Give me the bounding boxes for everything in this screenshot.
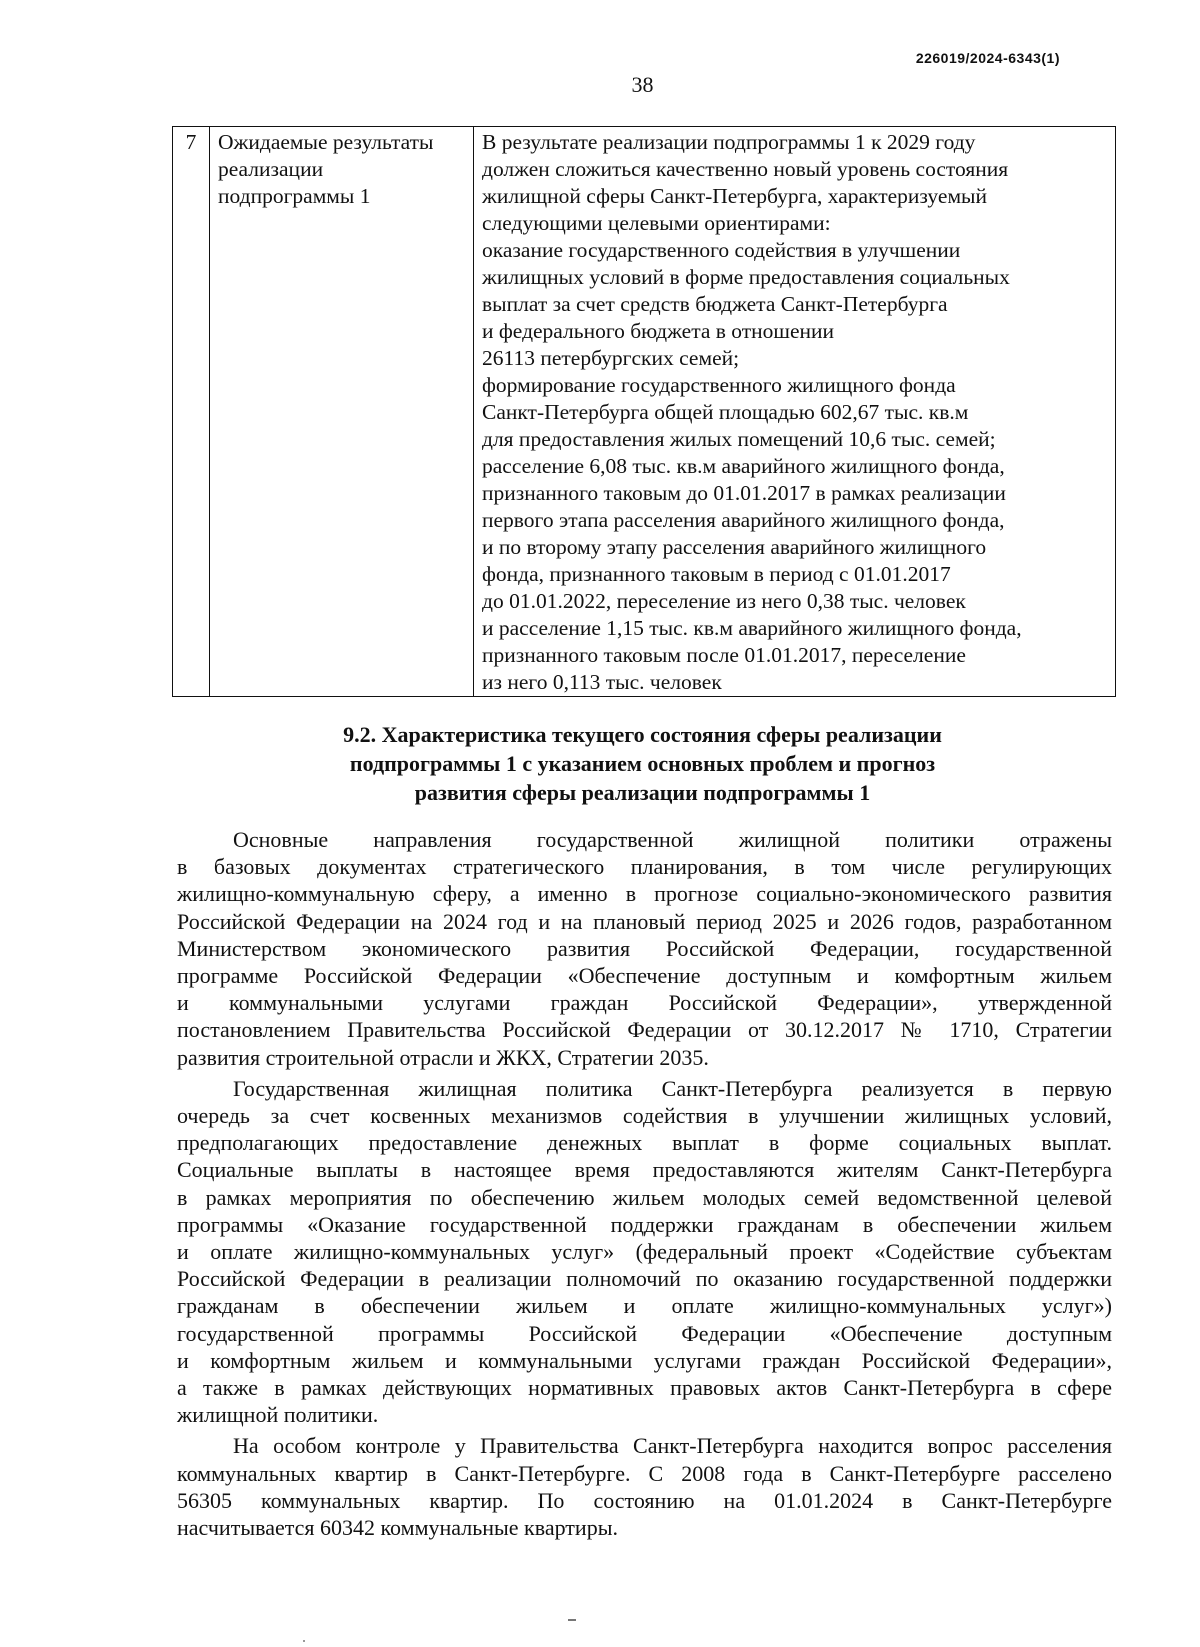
paragraph-line: гражданам в обеспечении жильем и оплате жилищно-коммунальных услуг»): [177, 1293, 1112, 1319]
row-label-line: реализации: [218, 157, 324, 181]
paragraph-line: государственной программы Российской Федерации «Обеспечение доступным: [177, 1320, 1112, 1346]
paragraph-line: и коммунальными услугами граждан Российской Федерации», утвержденной: [177, 990, 1112, 1016]
document-registration-number: 226019/2024-6343(1): [915, 50, 1060, 66]
row-content-line: расселение 6,08 тыс. кв.м аварийного жилищного фонда,: [482, 454, 1005, 478]
row-content-line: должен сложиться качественно новый уровень состояния: [482, 157, 1009, 181]
row-content-line: до 01.01.2022, переселение из него 0,38 тыс. человек: [482, 589, 966, 613]
paragraph-line: жилищной политики.: [177, 1402, 379, 1428]
row-content-line: В результате реализации подпрограммы 1 к 2029 году: [482, 130, 976, 154]
subprogram-passport-table: [172, 126, 1116, 697]
row-content-line: формирование государственного жилищного фонда: [482, 373, 956, 397]
section-body: [177, 826, 1112, 1545]
section-heading-line: развития сферы реализации подпрограммы 1: [414, 780, 871, 805]
paragraph-line: Российской Федерации в реализации полномочий по оказанию государственной поддержки: [177, 1266, 1112, 1292]
row-number-cell: 7: [173, 127, 210, 697]
row-content-line: признанного таковым до 01.01.2017 в рамках реализации: [482, 481, 1006, 505]
paragraph-line: Российской Федерации на 2024 год и на плановый период 2025 и 2026 годов, разработанном: [177, 908, 1112, 934]
paragraph-line: программы «Оказание государственной поддержки гражданам в обеспечении жильем: [177, 1211, 1112, 1237]
scan-artifact-mark: [568, 1619, 576, 1621]
paragraph-line: постановлением Правительства Российской Федерации от 30.12.2017 № 1710, Стратегии: [177, 1017, 1112, 1043]
paragraph-line: Государственная жилищная политика Санкт-Петербурга реализуется в первую: [233, 1075, 1112, 1101]
paragraph-line: и оплате жилищно-коммунальных услуг» (федеральный проект «Содействие субъектам: [177, 1239, 1112, 1265]
row-content-line: оказание государственного содействия в улучшении: [482, 238, 961, 262]
row-content-line: жилищных условий в форме предоставления социальных: [482, 265, 1010, 289]
row-content-line: Санкт-Петербурга общей площадью 602,67 тыс. кв.м: [482, 400, 969, 424]
row-content-line: первого этапа расселения аварийного жилищного фонда,: [482, 508, 1005, 532]
paragraph-line: коммунальных квартир в Санкт-Петербурге. С 2008 года в Санкт-Петербурге расселено: [177, 1460, 1112, 1486]
row-content-line: выплат за счет средств бюджета Санкт-Петербурга: [482, 292, 948, 316]
row-content-line: признанного таковым после 01.01.2017, переселение: [482, 643, 966, 667]
paragraph-line: предполагающих предоставление денежных выплат в форме социальных выплат.: [177, 1130, 1112, 1156]
paragraph-line: Министерством экономического развития Российской Федерации, государственной: [177, 935, 1112, 961]
paragraph-line: и комфортным жильем и коммунальными услугами граждан Российской Федерации»,: [177, 1347, 1112, 1373]
section-heading: [0, 720, 1200, 807]
row-content-line: и по второму этапу расселения аварийного жилищного: [482, 535, 987, 559]
row-label-line: Ожидаемые результаты: [218, 130, 434, 154]
row-content-cell: [474, 127, 1116, 697]
section-heading-line: 9.2. Характеристика текущего состояния сферы реализации: [343, 722, 942, 747]
row-content-line: 26113 петербургских семей;: [482, 346, 740, 370]
table-row: [173, 127, 1116, 697]
row-label-line: подпрограммы 1: [218, 184, 371, 208]
body-paragraph: [177, 826, 1112, 1071]
paragraph-line: программе Российской Федерации «Обеспечение доступным и комфортным жильем: [177, 963, 1112, 989]
row-content-line: из него 0,113 тыс. человек: [482, 670, 722, 694]
paragraph-line: в базовых документах стратегического планирования, в том числе регулирующих: [177, 854, 1112, 880]
paragraph-line: Социальные выплаты в настоящее время предоставляются жителям Санкт-Петербурга: [177, 1157, 1112, 1183]
paragraph-line: а также в рамках действующих нормативных правовых актов Санкт-Петербурга в сфере: [177, 1375, 1112, 1401]
row-label-cell: [210, 127, 474, 697]
row-content-line: для предоставления жилых помещений 10,6 тыс. семей;: [482, 427, 996, 451]
row-content-line: жилищной сферы Санкт-Петербурга, характеризуемый: [482, 184, 987, 208]
row-content-line: следующими целевыми ориентирами:: [482, 211, 831, 235]
paragraph-line: развития строительной отрасли и ЖКХ, Стратегии 2035.: [177, 1044, 709, 1070]
paragraph-line: очередь за счет косвенных механизмов содействия в улучшении жилищных условий,: [177, 1103, 1112, 1129]
paragraph-line: На особом контроле у Правительства Санкт-Петербурга находится вопрос расселения: [233, 1433, 1112, 1459]
body-paragraph: [177, 1432, 1112, 1541]
row-content-line: и федерального бюджета в отношении: [482, 319, 835, 343]
paragraph-line: в рамках мероприятия по обеспечению жильем молодых семей ведомственной целевой: [177, 1184, 1112, 1210]
paragraph-line: насчитывается 60342 коммунальные квартиры.: [177, 1515, 618, 1541]
body-paragraph: [177, 1075, 1112, 1429]
section-heading-line: подпрограммы 1 с указанием основных проблем и прогноз: [349, 751, 936, 776]
paragraph-line: жилищно-коммунальную сферу, а именно в прогнозе социально-экономического развития: [177, 881, 1112, 907]
scan-artifact-dot: [303, 1640, 305, 1642]
paragraph-line: 56305 коммунальных квартир. По состоянию на 01.01.2024 в Санкт-Петербурге: [177, 1487, 1112, 1513]
paragraph-line: Основные направления государственной жилищной политики отражены: [233, 827, 1112, 852]
row-content-line: и расселение 1,15 тыс. кв.м аварийного жилищного фонда,: [482, 616, 1022, 640]
page-number: 38: [631, 72, 654, 97]
row-content-line: фонда, признанного таковым в период с 01.01.2017: [482, 562, 951, 586]
